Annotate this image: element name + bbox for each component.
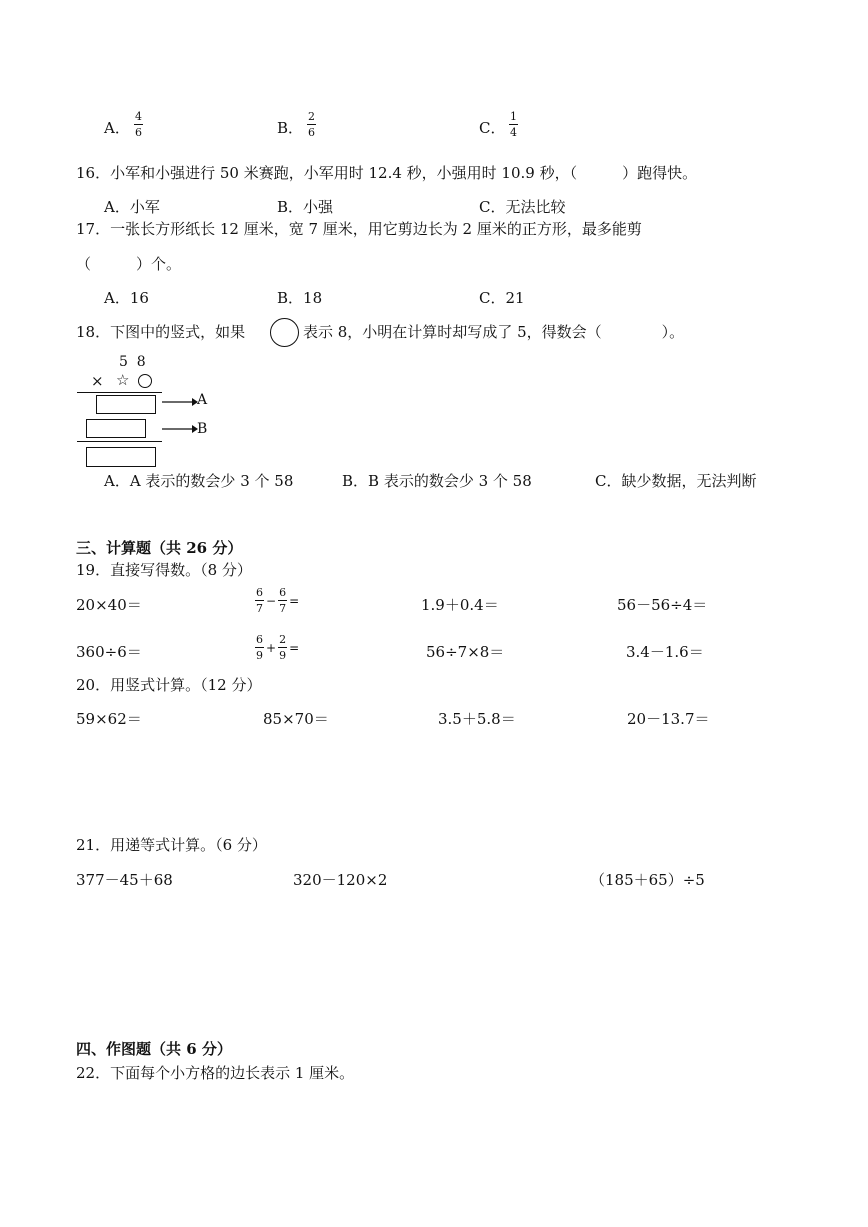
q15-option-c-label: C． [479, 119, 506, 137]
multiplication-line-top [77, 392, 162, 393]
q22-question: 22．下面每个小方格的边长表示 1 厘米。 [76, 1064, 355, 1082]
fraction-numerator: 2 [308, 110, 315, 123]
multiplication-line-bottom [77, 441, 162, 442]
q20-expr-3: 3.5＋5.8＝ [438, 710, 516, 728]
label-b: B [197, 421, 208, 437]
fraction-numerator: 6 [256, 586, 263, 599]
fraction [255, 587, 264, 614]
fraction-numerator: 2 [279, 633, 287, 646]
q18-question-end: 表示 8，小明在计算时却写成了 5，得数会（ ）。 [303, 323, 685, 341]
q19-expr-6 [254, 634, 300, 661]
fraction-denominator: 6 [308, 126, 315, 139]
q17-option-c: C．21 [479, 289, 525, 307]
q20-title: 20．用竖式计算。（12 分） [76, 676, 262, 694]
q15-option-b-fraction [307, 111, 316, 138]
circle-digit-icon [138, 374, 152, 388]
q19-expr-2 [254, 587, 300, 614]
q21-expr-3: （185＋65）÷5 [590, 871, 705, 889]
q16-option-a: A．小军 [104, 198, 160, 216]
section-3-title: 三、计算题（共 26 分） [76, 539, 243, 557]
q16-question: 16．小军和小强进行 50 米赛跑，小军用时 12.4 秒，小强用时 10.9 秒，（ ）跑得快。 [76, 164, 698, 182]
fraction [278, 634, 287, 661]
circle-symbol-icon [270, 318, 299, 347]
times-sign-icon: × [91, 372, 104, 390]
blank-box-result [86, 447, 156, 467]
fraction-denominator: 7 [279, 602, 287, 615]
q15-option-b-label: B． [277, 119, 304, 137]
equals-sign: = [289, 640, 300, 655]
fraction-denominator: 4 [510, 126, 517, 139]
q16-option-c: C．无法比较 [479, 198, 566, 216]
q20-expr-4: 20－13.7＝ [627, 710, 710, 728]
blank-box-b [86, 419, 146, 438]
q17-question-line1: 17．一张长方形纸长 12 厘米，宽 7 厘米，用它剪边长为 2 厘米的正方形，最多能剪 [76, 220, 642, 238]
label-a: A [197, 392, 208, 408]
operator: − [266, 593, 277, 608]
q19-expr-4: 56－56÷4＝ [617, 596, 708, 614]
q19-expr-5: 360÷6＝ [76, 643, 142, 661]
q18-option-b: B．B 表示的数会少 3 个 58 [342, 472, 532, 490]
fraction-numerator: 6 [256, 633, 263, 646]
q18-option-c: C．缺少数据，无法判断 [595, 472, 757, 490]
fraction [255, 634, 264, 661]
q19-expr-8: 3.4－1.6＝ [626, 643, 704, 661]
q16-option-b: B．小强 [277, 198, 334, 216]
section-4-title: 四、作图题（共 6 分） [76, 1040, 232, 1058]
q19-expr-1: 20×40＝ [76, 596, 142, 614]
q19-expr-3: 1.9＋0.4＝ [421, 596, 499, 614]
fraction-numerator: 1 [510, 110, 517, 123]
equals-sign: = [289, 593, 300, 608]
q17-option-a: A．16 [104, 289, 149, 307]
fraction-denominator: 7 [256, 602, 263, 615]
q15-option-c-fraction [509, 111, 518, 138]
fraction-denominator: 6 [135, 126, 142, 139]
q19-expr-7: 56÷7×8＝ [426, 643, 505, 661]
q21-expr-2: 320－120×2 [293, 871, 388, 889]
blank-box-a [96, 395, 156, 414]
operator: + [266, 640, 277, 655]
star-icon: ☆ [116, 371, 130, 389]
fraction-denominator: 9 [279, 649, 287, 662]
q20-expr-2: 85×70＝ [263, 710, 329, 728]
fraction-numerator: 4 [135, 110, 142, 123]
arrow-right-icon [162, 396, 198, 408]
q15-option-a-fraction [134, 111, 143, 138]
q18-option-a: A．A 表示的数会少 3 个 58 [104, 472, 294, 490]
q21-expr-1: 377－45＋68 [76, 871, 173, 889]
q18-multiplicand: 5 8 [119, 354, 146, 370]
fraction-numerator: 6 [279, 586, 287, 599]
q21-title: 21．用递等式计算。（6 分） [76, 836, 267, 854]
q17-option-b: B．18 [277, 289, 323, 307]
q20-expr-1: 59×62＝ [76, 710, 142, 728]
fraction [278, 587, 287, 614]
q18-question-start: 18．下图中的竖式，如果 [76, 323, 246, 341]
arrow-right-icon [162, 423, 198, 435]
fraction-denominator: 9 [256, 649, 263, 662]
q19-title: 19．直接写得数。（8 分） [76, 561, 252, 579]
q17-question-line2: （ ）个。 [76, 255, 182, 273]
q15-option-a-label: A． [104, 119, 130, 137]
